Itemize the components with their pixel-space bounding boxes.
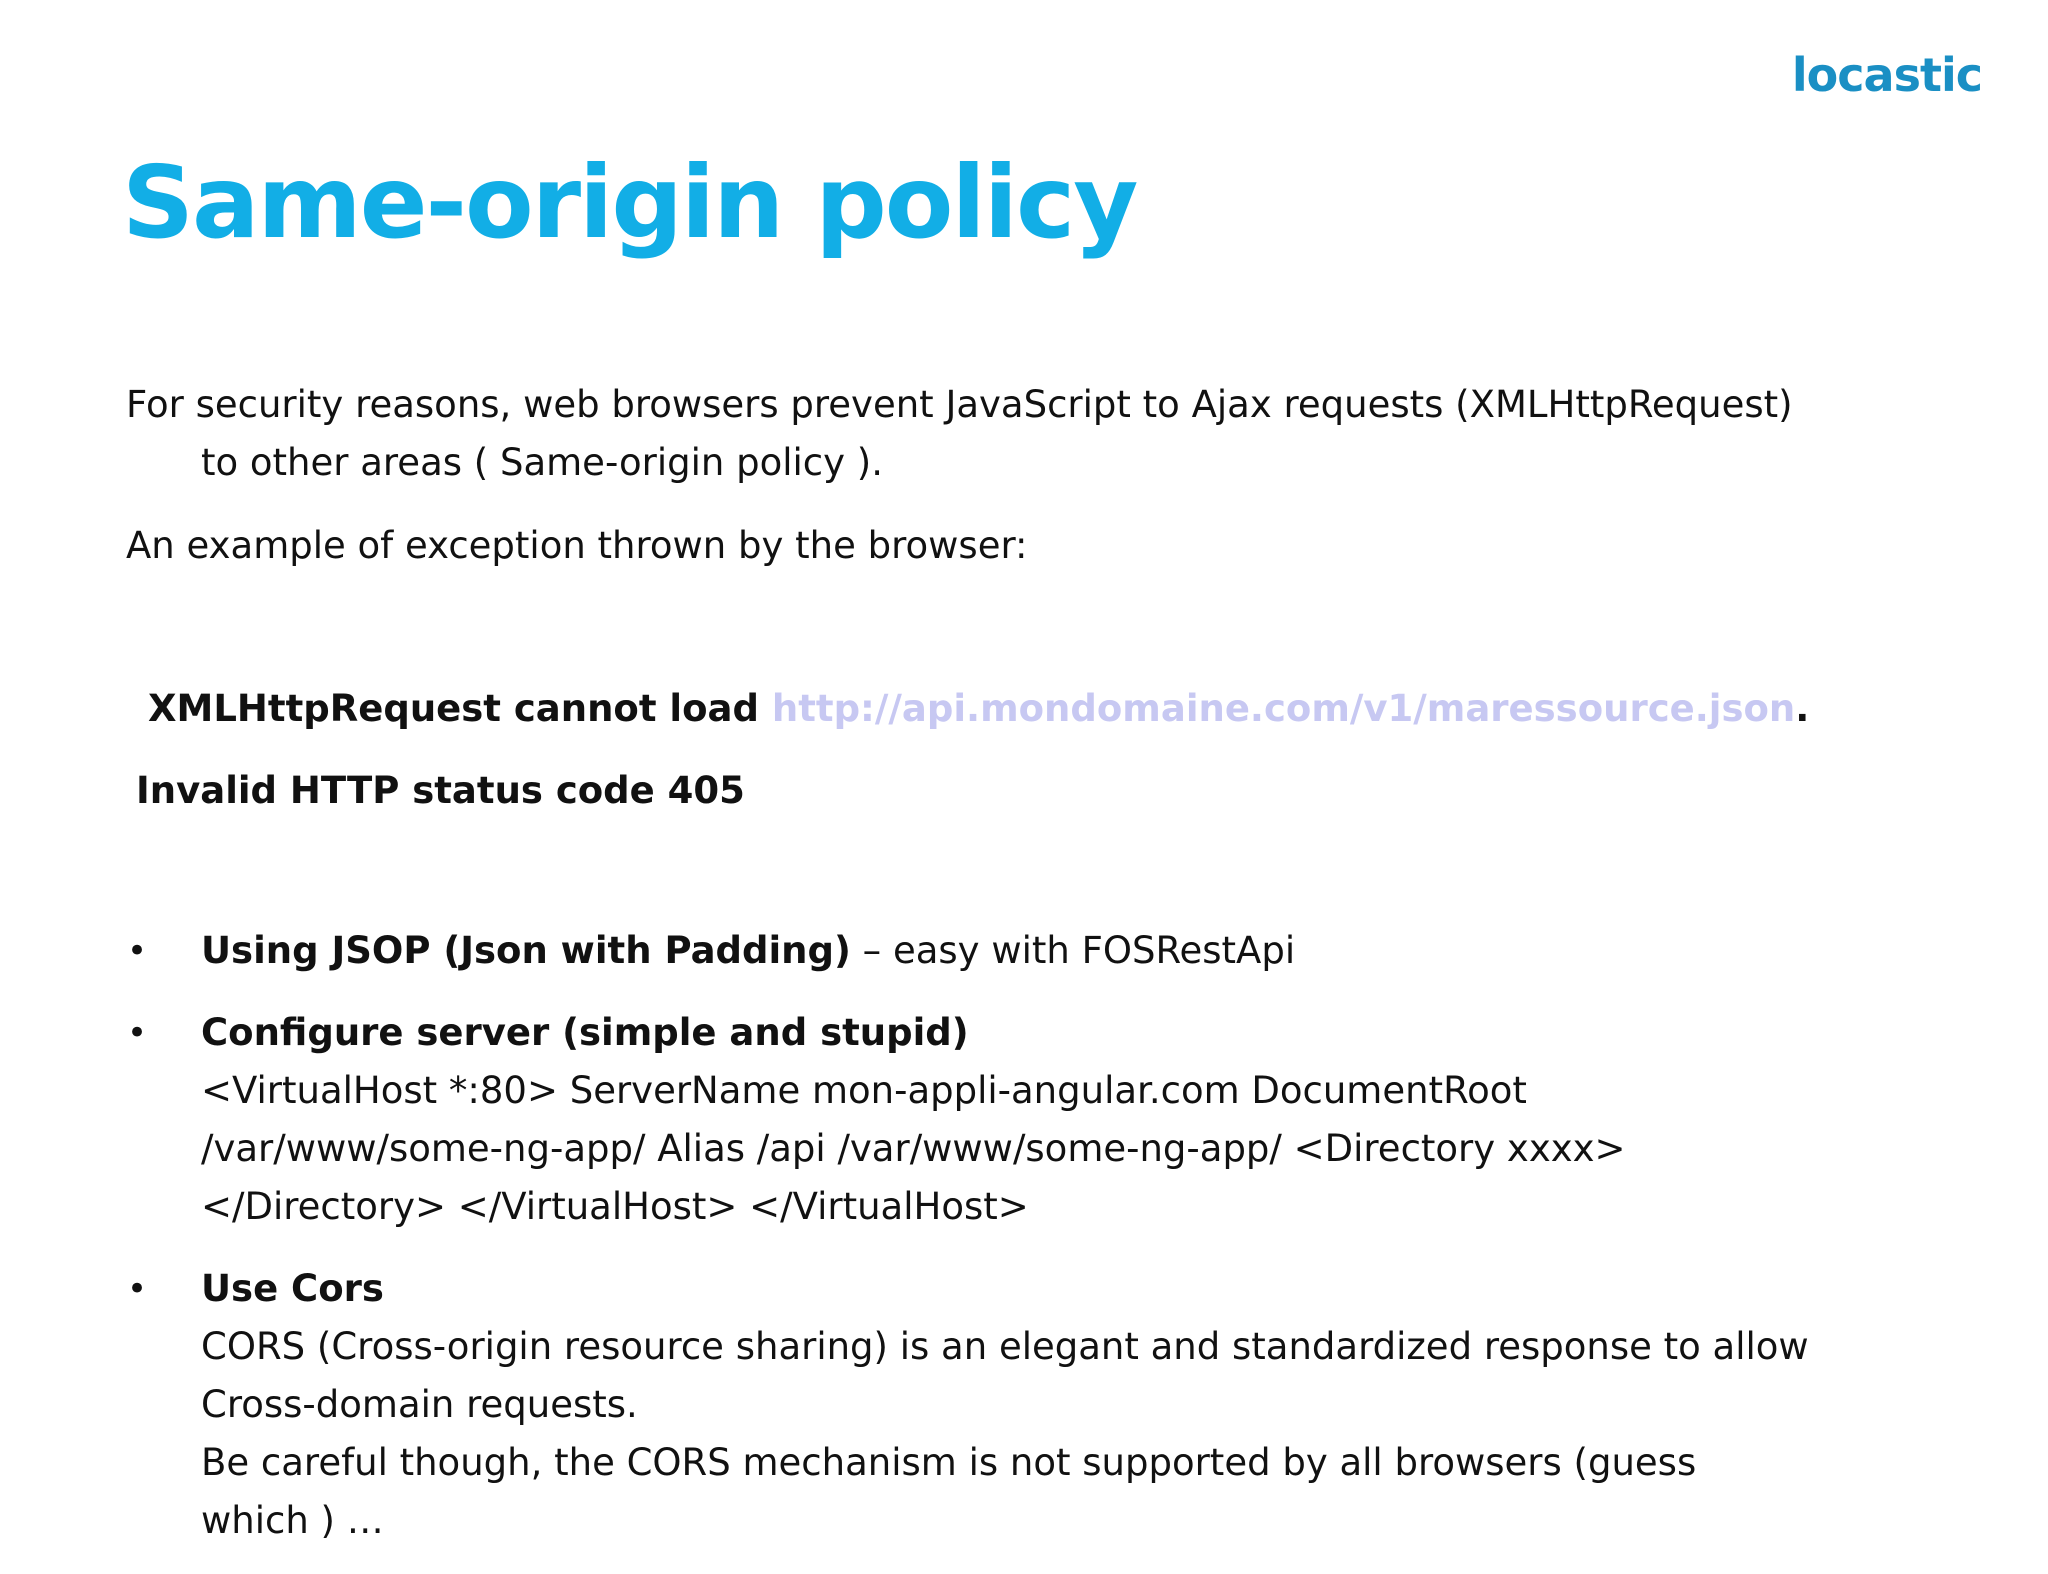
error-message-line-1 xyxy=(148,680,1809,738)
bullet-dot: • xyxy=(127,1013,148,1053)
intro-paragraph xyxy=(126,376,1793,492)
locastic-logo: locastic xyxy=(1791,48,1982,102)
list-item-configure-server xyxy=(122,1004,2002,1236)
bullet-dot: • xyxy=(127,931,148,971)
bullet-heading: Configure server (simple and stupid) xyxy=(201,1011,969,1054)
bullet-line: /var/www/some-ng-app/ Alias /api /var/www/some-ng-app/ <Directory xxxx> xyxy=(201,1127,1626,1170)
error-url-link[interactable]: http://api.mondomaine.com/v1/maressource.json xyxy=(771,687,1796,730)
bullet-line: Be careful though, the CORS mechanism is not supported by all browsers (guess xyxy=(201,1441,1697,1484)
solutions-list xyxy=(122,922,2002,1574)
bullet-heading: Use Cors xyxy=(201,1267,384,1310)
list-item-jsonp xyxy=(122,922,2002,980)
intro-line-1: For security reasons, web browsers prevent JavaScript to Ajax requests (XMLHttpRequest) xyxy=(126,383,1793,426)
bullet-line: </Directory> </VirtualHost> </VirtualHost> xyxy=(201,1185,1029,1228)
error-suffix: . xyxy=(1795,687,1810,730)
bullet-tail: – easy with FOSRestApi xyxy=(850,929,1296,972)
intro-line-2: to other areas ( Same-origin policy ). xyxy=(201,441,883,484)
error-message-line-2: Invalid HTTP status code 405 xyxy=(136,769,745,812)
example-intro: An example of exception thrown by the browser: xyxy=(126,524,1028,567)
list-item-use-cors xyxy=(122,1260,2002,1550)
bullet-dot: • xyxy=(127,1269,148,1309)
bullet-line: CORS (Cross-origin resource sharing) is an elegant and standardized response to allow xyxy=(201,1325,1809,1368)
bullet-line: <VirtualHost *:80> ServerName mon-appli-angular.com DocumentRoot xyxy=(201,1069,1527,1112)
slide-title: Same-origin policy xyxy=(122,144,1137,261)
bullet-line: Cross-domain requests. xyxy=(201,1383,638,1426)
bullet-line: which ) … xyxy=(201,1499,384,1542)
error-prefix: XMLHttpRequest cannot load xyxy=(148,687,772,730)
bullet-heading: Using JSOP (Json with Padding) xyxy=(201,929,851,972)
